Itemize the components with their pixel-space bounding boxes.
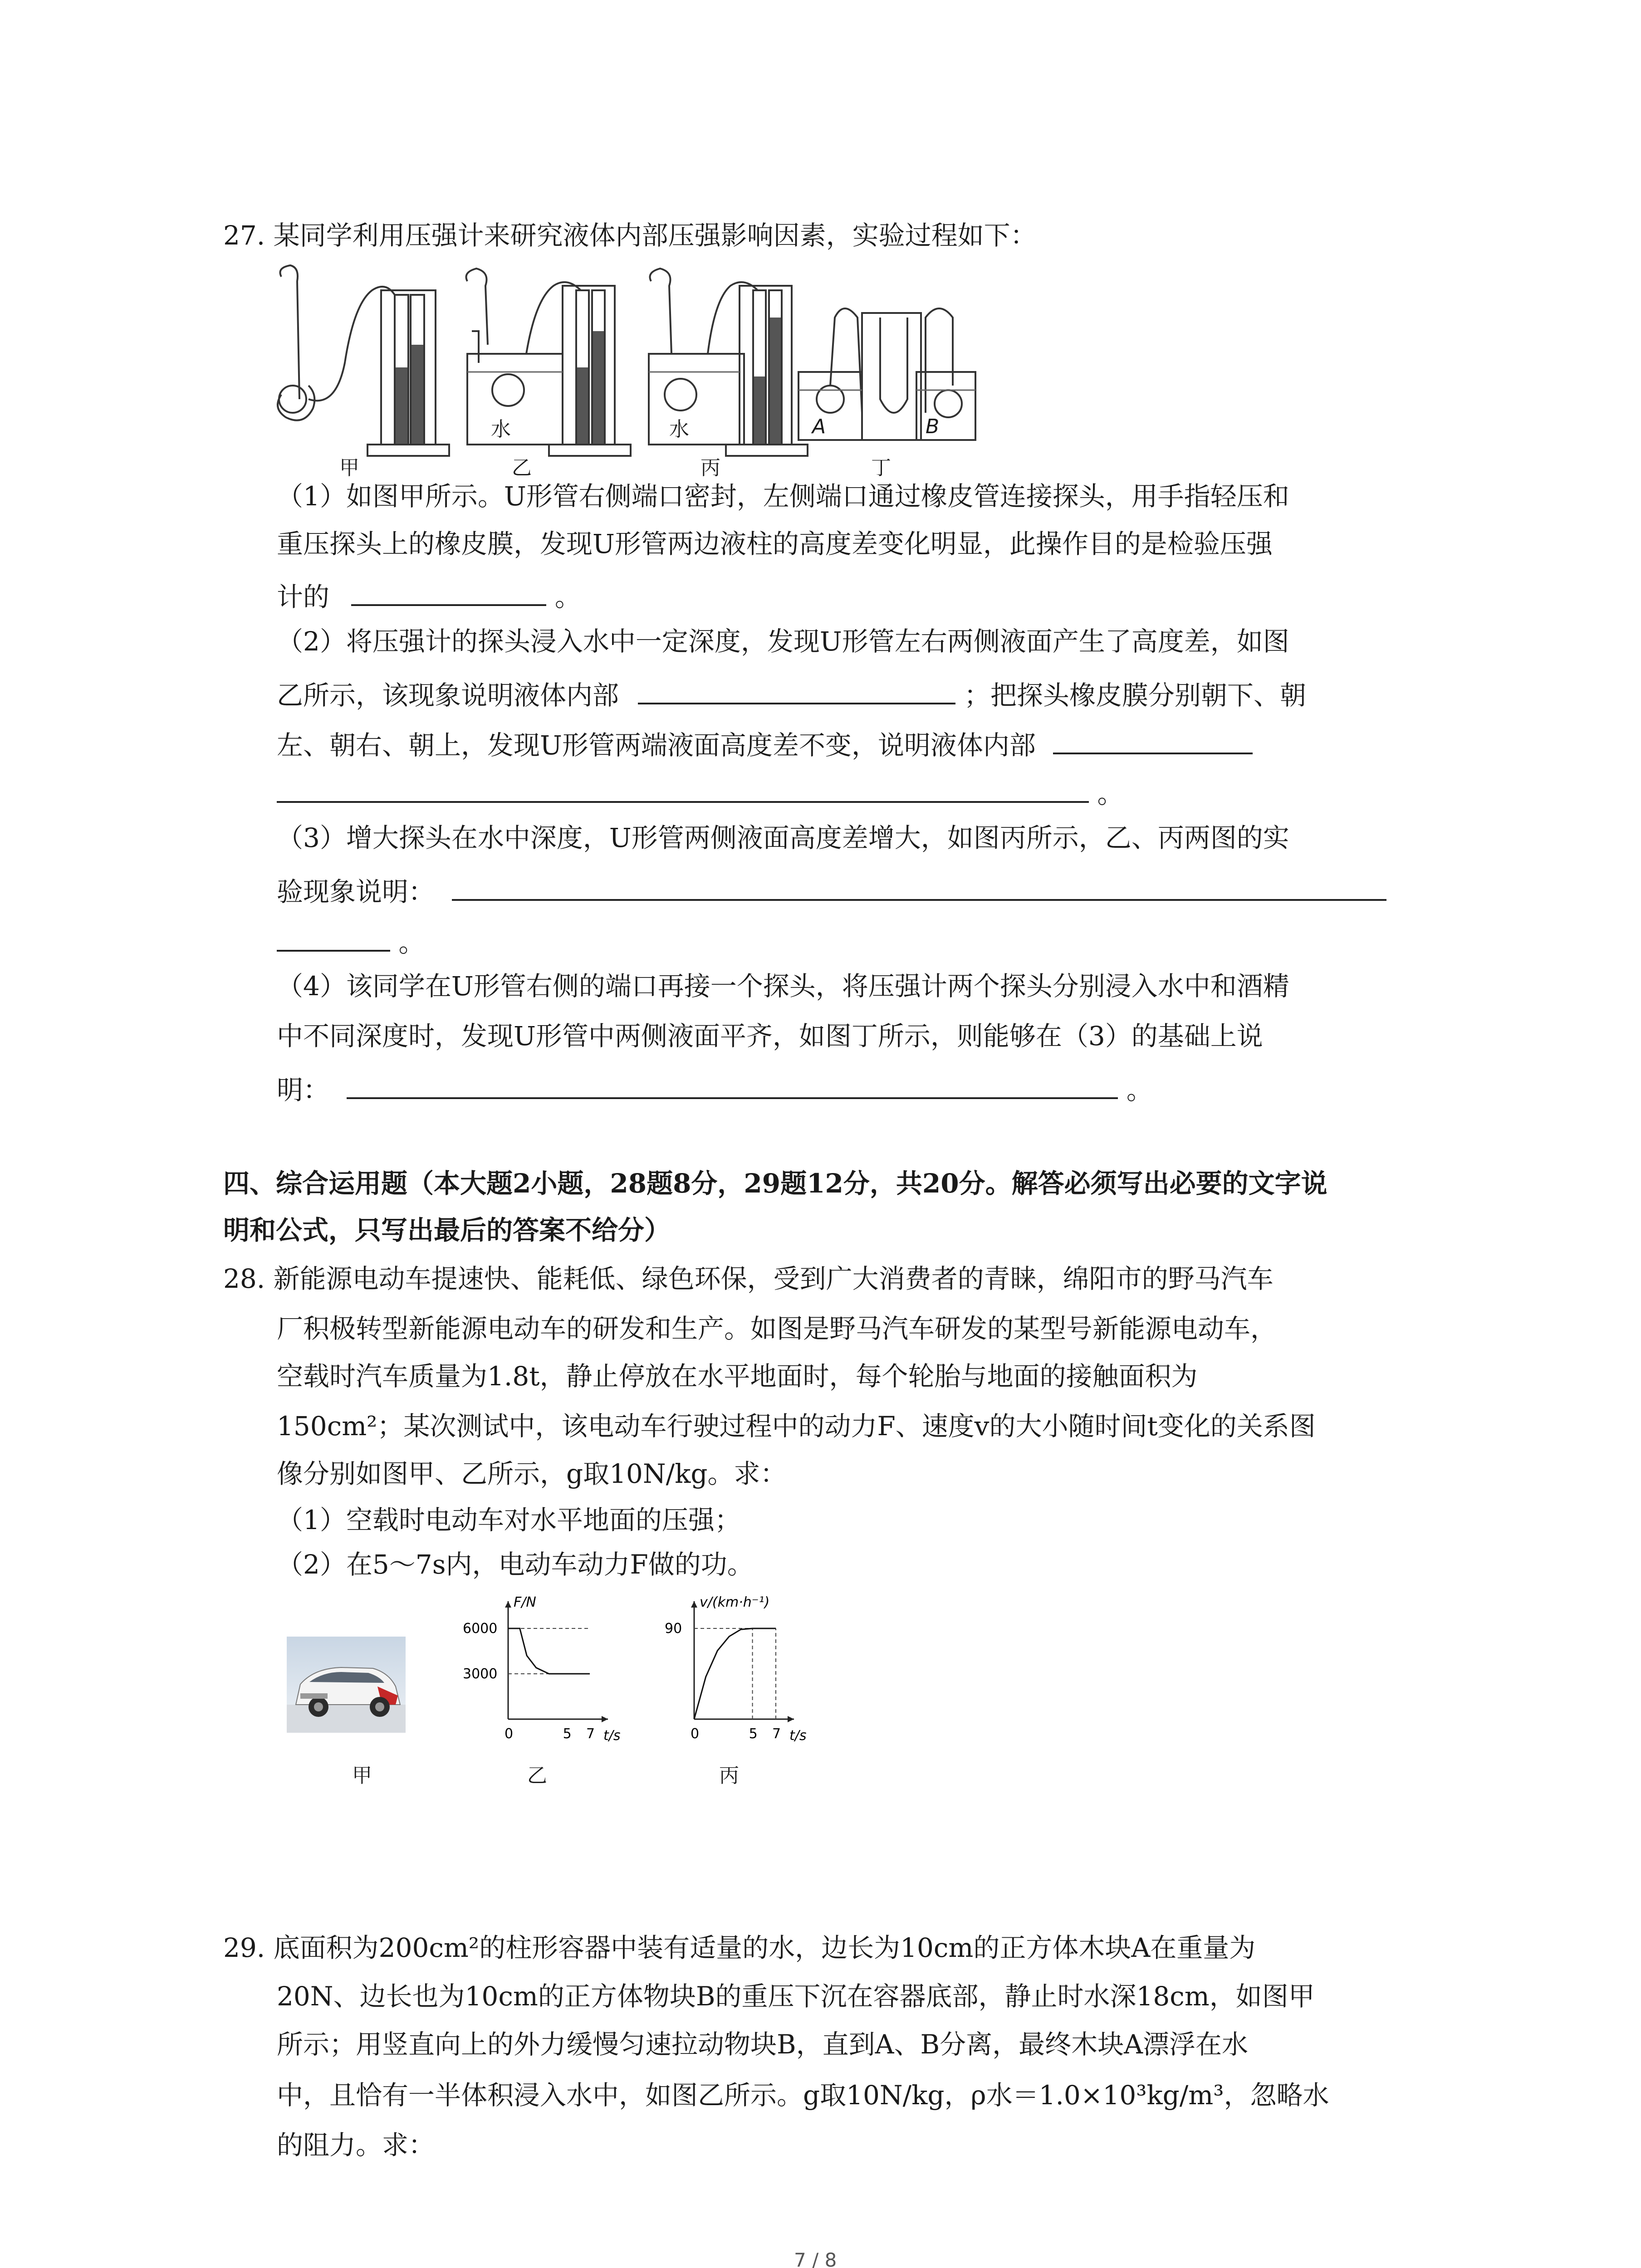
q28-line3: 空载时汽车质量为1.8t，静止停放在水平地面时，每个轮胎与地面的接触面积为 [277, 1361, 1198, 1392]
q27-part3-line2 [277, 875, 1386, 905]
speed-y-arrow [691, 1601, 697, 1608]
electric-car-photo [287, 1637, 406, 1733]
q27-part1-end: 。 [554, 582, 581, 612]
q27-part3-answer-blank-b[interactable] [277, 925, 390, 952]
section4-heading-line1: 四、综合运用题（本大题2小题，28题8分，29题12分，共20分。解答必须写出必要的文字说 [223, 1168, 1327, 1199]
q27-part4-answer-blank[interactable] [347, 1073, 1118, 1099]
q27-part3-line1: （3）增大探头在水中深度，U形管两侧液面高度差增大，如图丙所示，乙、丙两图的实 [277, 822, 1289, 853]
q27-part2-answer-blank-1[interactable] [638, 678, 955, 704]
page-number: 7 / 8 [794, 2249, 837, 2268]
q28-line5: 像分别如图甲、乙所示，g取10N/kg。求： [277, 1458, 787, 1489]
q27-part2-line2 [277, 678, 1306, 709]
q28-sub2: （2）在5～7s内，电动车动力F做的功。 [277, 1549, 754, 1580]
force-xtick-0: 0 [505, 1726, 514, 1742]
q27-part1-line1: （1）如图甲所示。U形管右侧端口密封，左侧端口通过橡皮管连接探头，用手指轻压和 [277, 481, 1289, 512]
q27-part2-end: 。 [1097, 778, 1124, 809]
force-xtick-1: 5 [563, 1726, 572, 1742]
q27-fig-label-bing: 丙 [700, 456, 720, 479]
q29-line1: 29. 底面积为200cm²的柱形容器中装有适量的水，边长为10cm的正方体木块A在重量为 [223, 1932, 1256, 1963]
q27-part2-text: 左、朝右、朝上，发现U形管两端液面高度差不变，说明液体内部 [277, 730, 1036, 761]
q27-part4-line1: （4）该同学在U形管右侧的端口再接一个探头，将压强计两个探头分别浸入水中和酒精 [277, 971, 1289, 1002]
speed-ytick-0: 90 [665, 1621, 682, 1637]
force-series-0 [508, 1628, 590, 1674]
q28-fig-label-jia: 甲 [352, 1764, 372, 1787]
q29-line2: 20N、边长也为10cm的正方体物块B的重压下沉在容器底部，静止时水深18cm，如图甲 [277, 1981, 1315, 2012]
q28-fig-label-yi: 乙 [527, 1764, 547, 1787]
q27-part2-answer-blank-2a[interactable] [1053, 728, 1253, 754]
q29-line4: 中，且恰有一半体积浸入水中，如图乙所示。g取10N/kg，ρ水＝1.0×10³kg/m³，忽略水 [277, 2080, 1329, 2111]
q27-part1-prefix: 计的 [277, 582, 330, 612]
q27-part2-answer-blank-2b[interactable] [277, 777, 1089, 803]
force-time-chart [454, 1583, 644, 1751]
q27-fig-label-ding: 丁 [871, 456, 891, 479]
force-ylabel: F/N [514, 1594, 536, 1610]
q27-inline-label-water-2: 水 [669, 418, 689, 441]
q27-part2-line4 [277, 777, 1123, 807]
speed-xtick-0: 0 [691, 1726, 700, 1742]
q28-line1: 28. 新能源电动车提速快、能耗低、绿色环保，受到广大消费者的青睐，绵阳市的野马汽车 [223, 1263, 1274, 1294]
q28-line2: 厂积极转型新能源电动车的研发和生产。如图是野马汽车研发的某型号新能源电动车， [277, 1313, 1277, 1344]
q27-inline-label-water-1: 水 [491, 418, 511, 441]
q27-part1-line3 [277, 580, 581, 610]
q27-fig-label-jia: 甲 [339, 456, 359, 479]
force-x-arrow [602, 1716, 608, 1722]
speed-time-chart [653, 1583, 862, 1751]
q28-fig-label-bing: 丙 [719, 1764, 739, 1787]
force-xlabel: t/s [603, 1728, 621, 1744]
q27-part1-answer-blank[interactable] [351, 580, 546, 606]
q27-part3-answer-blank-a[interactable] [452, 875, 1386, 901]
speed-xtick-2: 7 [772, 1726, 781, 1742]
speed-x-arrow [788, 1716, 794, 1722]
speed-xlabel: t/s [789, 1728, 807, 1744]
q27-part1-line2: 重压探头上的橡皮膜，发现U形管两边液柱的高度差变化明显，此操作目的是检验压强 [277, 528, 1273, 559]
q28-sub1: （1）空载时电动车对水平地面的压强； [277, 1505, 741, 1535]
q27-part2-line3 [277, 728, 1253, 761]
speed-ylabel: v/(km·h⁻¹) [700, 1594, 770, 1610]
section4-heading-line2: 明和公式，只写出最后的答案不给分） [223, 1215, 671, 1246]
q29-line3: 所示；用竖直向上的外力缓慢匀速拉动物块B，直到A、B分离，最终木块A漂浮在水 [277, 2029, 1249, 2060]
q27-part4-line2: 中不同深度时，发现U形管中两侧液面平齐，如图丁所示，则能够在（3）的基础上说 [277, 1021, 1263, 1051]
q27-part2-line1: （2）将压强计的探头浸入水中一定深度，发现U形管左右两侧液面产生了高度差，如图 [277, 626, 1289, 657]
q27-part4-end: 。 [1126, 1075, 1153, 1105]
q28-line4: 150cm²；某次测试中，该电动车行驶过程中的动力F、速度v的大小随时间t变化的关系图 [277, 1411, 1316, 1442]
speed-xtick-1: 5 [749, 1726, 758, 1742]
q27-inline-label-a: A [812, 415, 826, 438]
q27-fig-label-yi: 乙 [512, 456, 532, 479]
q27-part3-end: 。 [398, 927, 425, 958]
q27-part2-prefix: 乙所示，该现象说明液体内部 [277, 680, 619, 711]
q27-part3-prefix: 验现象说明： [277, 876, 435, 907]
q27-part2-middle: ；把探头橡皮膜分别朝下、朝 [964, 680, 1306, 711]
q27-part3-line3 [277, 925, 425, 956]
q27-inline-label-b: B [926, 415, 940, 438]
q27-part4-line3 [277, 1073, 1153, 1103]
force-y-arrow [505, 1601, 511, 1608]
q27-part4-prefix: 明： [277, 1075, 330, 1105]
force-xtick-2: 7 [586, 1726, 595, 1742]
q29-line5: 的阻力。求： [277, 2130, 435, 2160]
speed-series-0 [694, 1628, 776, 1719]
q27-stem: 27. 某同学利用压强计来研究液体内部压强影响因素，实验过程如下： [223, 220, 1037, 251]
force-ytick-1: 6000 [463, 1621, 498, 1637]
force-ytick-0: 3000 [463, 1666, 498, 1682]
